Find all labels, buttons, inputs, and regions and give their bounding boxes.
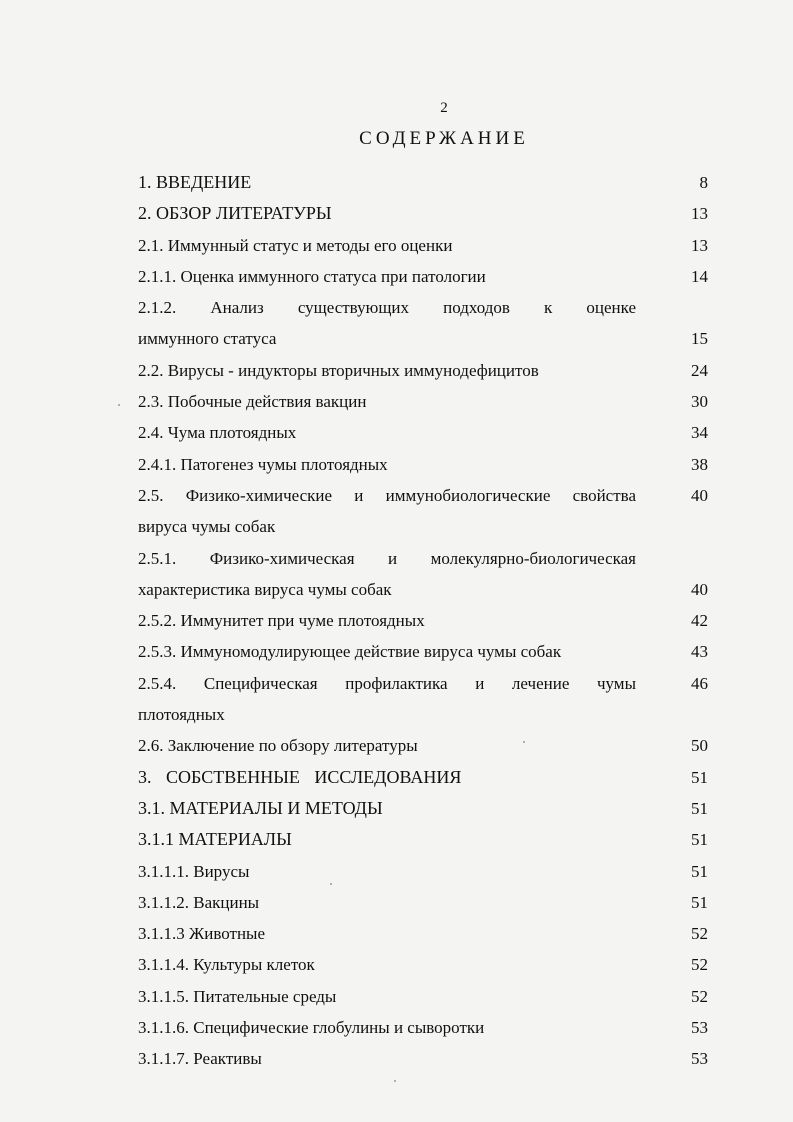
toc-page: 51 — [691, 767, 708, 787]
toc-row — [138, 981, 708, 1012]
toc-page: 14 — [691, 266, 708, 286]
toc-title: 2.4.1. Патогенез чумы плотоядных — [138, 454, 388, 474]
toc-page: 40 — [691, 485, 708, 505]
toc-row — [138, 292, 708, 323]
toc-row — [138, 699, 708, 730]
toc-title: 2.5.1. Физико-химическая и молекулярно-биологическая — [138, 548, 636, 568]
toc-title: 3. СОБСТВЕННЫЕ ИССЛЕДОВАНИЯ — [138, 766, 462, 787]
toc-page: 51 — [691, 861, 708, 881]
toc-title: 3.1.1.4. Культуры клеток — [138, 955, 315, 975]
toc-page: 50 — [691, 736, 708, 756]
toc-row — [138, 824, 708, 855]
toc-title: 3.1.1.3 Животные — [138, 924, 266, 944]
toc-row — [138, 793, 708, 824]
toc-row — [138, 230, 708, 261]
toc-row — [138, 386, 708, 417]
toc-page: 52 — [691, 986, 708, 1006]
toc-title: 3.1.1.5. Питательные среды — [138, 986, 337, 1006]
toc-page: 30 — [691, 392, 708, 412]
toc-page: 53 — [691, 1018, 708, 1038]
toc-page: 43 — [691, 642, 708, 662]
toc-title: 3.1.1.2. Вакцины — [138, 892, 260, 912]
toc-page: 51 — [691, 830, 708, 850]
toc-row — [138, 949, 708, 980]
toc-title: 3.1.1.6. Специфические глобулины и сыворотки — [138, 1018, 485, 1038]
page-number: 2 — [440, 100, 448, 116]
toc-page: 40 — [691, 579, 708, 599]
scan-speck — [523, 741, 525, 743]
toc-title: вируса чумы собак — [138, 517, 276, 537]
toc-title: 2.1.2. Анализ существующих подходов к оценке — [138, 298, 636, 318]
toc-title: 2.3. Побочные действия вакцин — [138, 392, 367, 412]
toc-title: 2.1. Иммунный статус и методы его оценки — [138, 235, 453, 255]
toc-title: 1. ВВЕДЕНИЕ — [138, 172, 252, 192]
toc-page: 8 — [699, 173, 708, 192]
toc-row — [138, 574, 708, 605]
toc-row — [138, 730, 708, 761]
toc-row — [138, 417, 708, 448]
toc-row — [138, 762, 708, 793]
toc-row — [138, 887, 708, 918]
toc-page: 46 — [691, 673, 708, 693]
toc-title: 3.1.1.1. Вирусы — [138, 861, 250, 881]
toc-row — [138, 511, 708, 542]
scan-speck — [330, 883, 332, 885]
toc-page: 15 — [691, 329, 708, 349]
toc-title: 2.4. Чума плотоядных — [138, 423, 297, 443]
toc-page: 51 — [691, 892, 708, 912]
page-title: СОДЕРЖАНИЕ — [359, 128, 529, 149]
toc-row — [138, 668, 708, 699]
table-of-contents — [138, 167, 708, 1075]
toc-title: 3.1.1 МАТЕРИАЛЫ — [138, 829, 292, 850]
toc-title: 2.5. Физико-химические и иммунобиологические свойства — [138, 485, 636, 505]
toc-title: характеристика вируса чумы собак — [138, 579, 392, 599]
toc-row — [138, 918, 708, 949]
toc-page: 13 — [691, 235, 708, 255]
toc-title: 3.1. МАТЕРИАЛЫ И МЕТОДЫ — [138, 797, 383, 818]
toc-row — [138, 480, 708, 511]
toc-page: 24 — [691, 360, 708, 380]
toc-title: 3.1.1.7. Реактивы — [138, 1049, 262, 1069]
toc-title: 2.6. Заключение по обзору литературы — [138, 736, 418, 756]
toc-page: 51 — [691, 798, 708, 818]
toc-title: 2.5.4. Специфическая профилактика и лечение чумы — [138, 673, 636, 693]
toc-row — [138, 261, 708, 292]
toc-row — [138, 1043, 708, 1074]
toc-row — [138, 323, 708, 354]
toc-title: 2.5.3. Иммуномодулирующее действие вируса чумы собак — [138, 642, 562, 662]
toc-title: иммунного статуса — [138, 329, 277, 349]
toc-row — [138, 167, 708, 198]
scan-speck — [394, 1080, 396, 1082]
toc-row — [138, 605, 708, 636]
toc-row — [138, 543, 708, 574]
scan-speck — [118, 404, 120, 406]
toc-row — [138, 198, 708, 229]
toc-page: 38 — [691, 454, 708, 474]
toc-title: 2.2. Вирусы - индукторы вторичных иммунодефицитов — [138, 360, 539, 380]
toc-title: 2. ОБЗОР ЛИТЕРАТУРЫ — [138, 203, 332, 224]
toc-row — [138, 355, 708, 386]
toc-page: 42 — [691, 611, 708, 631]
toc-row — [138, 636, 708, 667]
toc-title: 2.5.2. Иммунитет при чуме плотоядных — [138, 611, 425, 631]
toc-row — [138, 856, 708, 887]
toc-title: 2.1.1. Оценка иммунного статуса при патологии — [138, 266, 486, 286]
toc-page: 34 — [691, 423, 708, 443]
toc-page: 52 — [691, 955, 708, 975]
toc-row — [138, 449, 708, 480]
toc-row — [138, 1012, 708, 1043]
toc-page: 52 — [691, 924, 708, 944]
toc-page: 53 — [691, 1049, 708, 1069]
toc-page: 13 — [691, 204, 708, 224]
toc-title: плотоядных — [138, 705, 225, 725]
